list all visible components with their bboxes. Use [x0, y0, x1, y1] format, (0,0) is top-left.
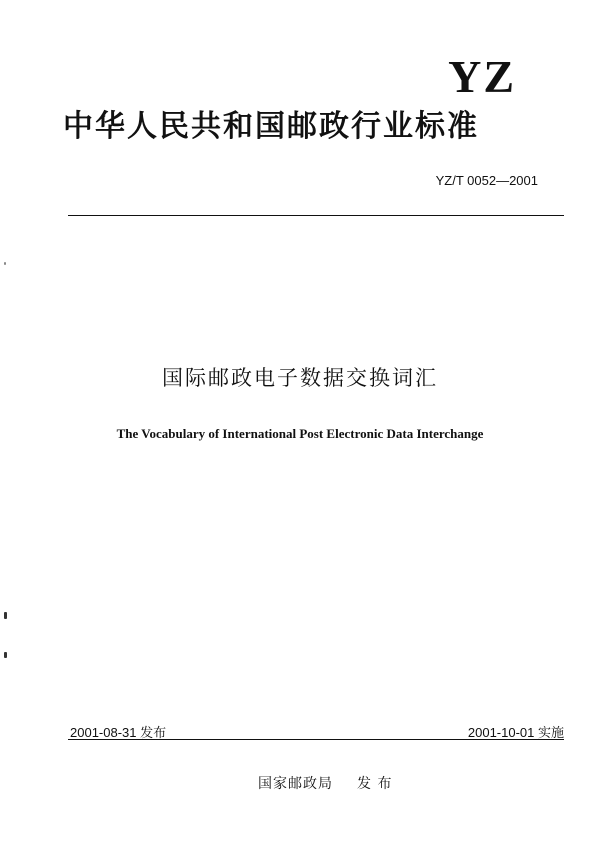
effective-date: 2001-10-01 实施	[467, 725, 564, 740]
top-divider	[68, 215, 564, 216]
scan-artifact-mark	[4, 612, 7, 619]
standard-code-logo: YZ	[448, 51, 516, 102]
issue-date: 2001-08-31 发布	[70, 725, 167, 740]
document-title-chinese: 国际邮政电子数据交换词汇	[162, 366, 438, 390]
publish-action: 发 布	[357, 776, 393, 792]
bottom-divider	[68, 739, 564, 740]
standard-number: YZ/T 0052—2001	[435, 173, 538, 188]
scan-artifact-mark	[4, 652, 7, 658]
publisher-name: 国家邮政局	[258, 776, 333, 792]
standard-category-title: 中华人民共和国邮政行业标准	[63, 109, 479, 144]
scan-artifact-mark	[4, 262, 6, 265]
document-title-english: The Vocabulary of International Post Electronic Data Interchange	[116, 426, 484, 441]
publisher-line	[258, 773, 392, 793]
